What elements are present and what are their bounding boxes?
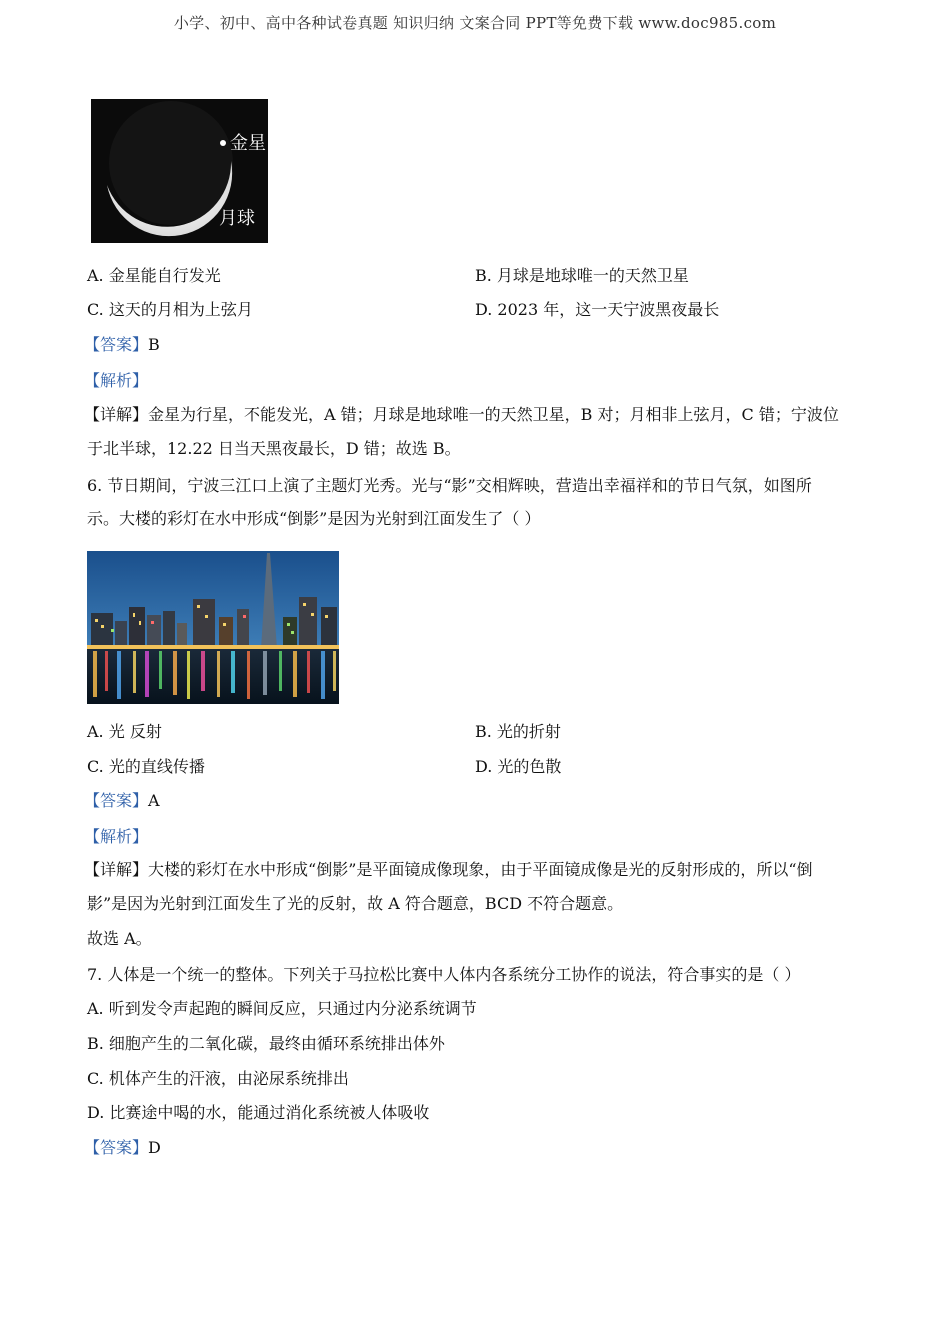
q6-analysis-tag: 【解析】	[84, 827, 149, 846]
city-night-reflection-photo	[87, 551, 339, 704]
q6-conclusion: 故选 A。	[87, 929, 152, 948]
answer-tag: 【答案】	[84, 335, 149, 354]
q7-option-a: A. 听到发令声起跑的瞬间反应，只通过内分泌系统调节	[87, 999, 477, 1018]
q6-stem-line2: 示。大楼的彩灯在水中形成“倒影”是因为光射到江面发生了（ ）	[87, 509, 541, 528]
q5-answer	[84, 334, 160, 356]
q5-analysis-tag: 【解析】	[84, 371, 149, 390]
q5-detail-line2: 于北半球，12.22 日当天黑夜最长，D 错；故选 B。	[87, 439, 461, 458]
q7-option-d: D. 比赛途中喝的水，能通过消化系统被人体吸收	[87, 1103, 430, 1122]
q5-option-c: C. 这天的月相为上弦月	[87, 300, 253, 319]
q5-detail-line1: 【详解】金星为行星，不能发光，A 错；月球是地球唯一的天然卫星，B 对；月相非上弦月，C 错；宁波位	[84, 405, 839, 424]
answer-value: A	[148, 791, 160, 810]
detail-tag: 【详解】	[84, 405, 149, 424]
q6-option-a: A. 光 反射	[87, 722, 162, 741]
q6-detail-line1: 【详解】大楼的彩灯在水中形成“倒影”是平面镜成像现象，由于平面镜成像是光的反射形成的，所以“倒	[84, 860, 813, 879]
q6-option-d: D. 光的色散	[475, 757, 562, 776]
q7-option-b: B. 细胞产生的二氧化碳，最终由循环系统排出体外	[87, 1034, 445, 1053]
answer-tag: 【答案】	[84, 1138, 149, 1157]
moon-label: 月球	[219, 208, 255, 229]
page-header: 小学、初中、高中各种试卷真题 知识归纳 文案合同 PPT等免费下载 www.doc985.com	[173, 14, 777, 32]
answer-value: B	[148, 335, 160, 354]
q5-option-d: D. 2023 年，这一天宁波黑夜最长	[475, 300, 720, 319]
venus-label: 金星	[230, 133, 266, 154]
answer-value: D	[148, 1138, 161, 1157]
detail-tag: 【详解】	[84, 860, 149, 879]
q7-answer	[84, 1137, 161, 1159]
q6-detail-line2: 影”是因为光射到江面发生了光的反射，故 A 符合题意，BCD 不符合题意。	[87, 894, 624, 913]
q6-answer	[84, 790, 160, 812]
q7-option-c: C. 机体产生的汗液，由泌尿系统排出	[87, 1069, 349, 1088]
q7-stem: 7. 人体是一个统一的整体。下列关于马拉松比赛中人体内各系统分工协作的说法，符合事实的是（ ）	[87, 965, 801, 984]
q6-option-b: B. 光的折射	[475, 722, 561, 741]
moon-venus-photo	[91, 99, 268, 243]
q6-stem-line1: 6. 节日期间，宁波三江口上演了主题灯光秀。光与“影”交相辉映，营造出幸福祥和的节日气氛，如图所	[87, 476, 812, 495]
answer-tag: 【答案】	[84, 791, 149, 810]
q5-option-b: B. 月球是地球唯一的天然卫星	[475, 266, 689, 285]
q5-option-a: A. 金星能自行发光	[87, 266, 221, 285]
q6-option-c: C. 光的直线传播	[87, 757, 205, 776]
